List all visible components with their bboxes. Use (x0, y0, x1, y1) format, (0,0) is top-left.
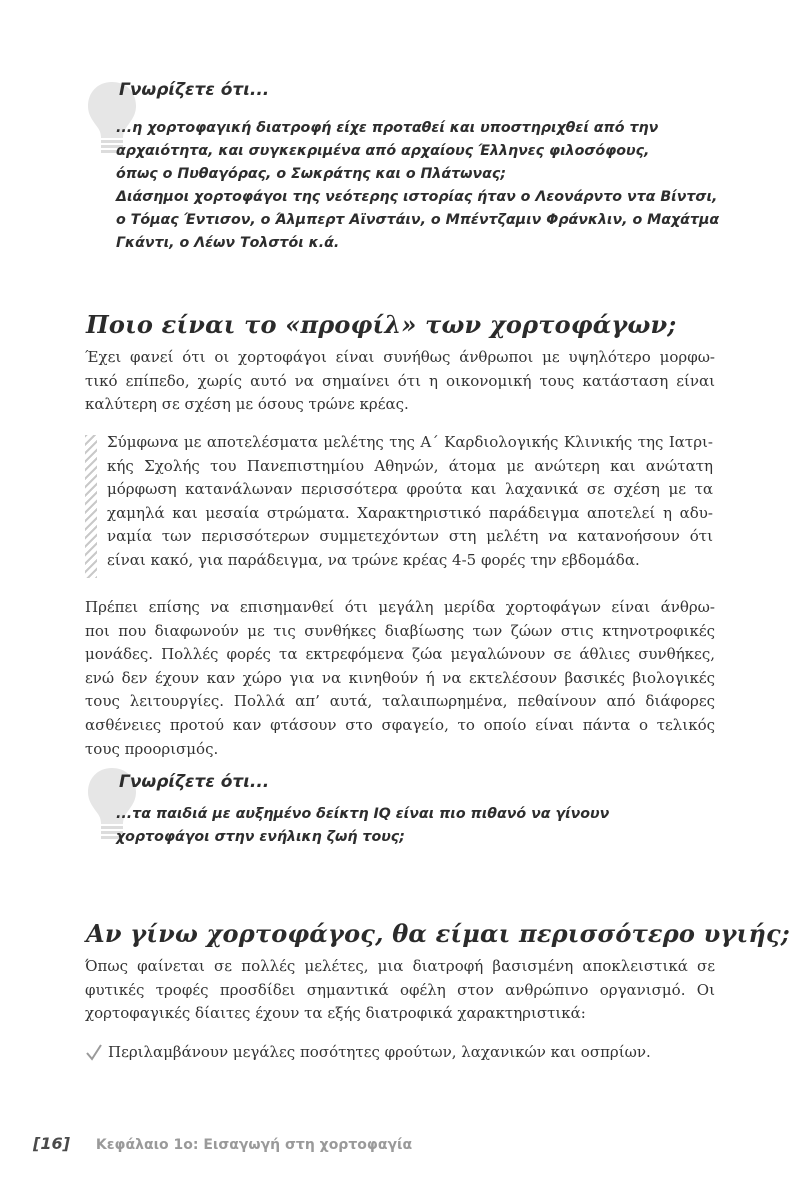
section-heading-health: Αν γίνω χορτοφάγος, θα είμαι περισσότερο υγιής; (86, 919, 790, 948)
chapter-title: Κεφάλαιο 1ο: Εισαγωγή στη χορτοφαγία (95, 1137, 413, 1153)
tip-line: Γκάντι, ο Λέων Τολστόι κ.ά. (116, 235, 340, 251)
checkmark-icon (86, 1043, 102, 1061)
text-line: Πρέπει επίσης να επισημανθεί ότι μεγάλη μερίδα χορτοφάγων είναι άνθρω- (85, 598, 715, 616)
text-line: τους λειτουργίες. Πολλά απ’ αυτά, ταλαιπωρημένα, πεθαίνουν από διάφορες (85, 692, 715, 711)
tip-line: ...η χορτοφαγική διατροφή είχε προταθεί και υποστηριχθεί από την (116, 120, 659, 136)
text-line: ενώ δεν έχουν καν χώρο για να κινηθούν ή να εκτελέσουν βασικές βιολογικές (85, 668, 715, 687)
text-line: τικό επίπεδο, χωρίς αυτό να σημαίνει ότι η οικονομική τους κατάσταση είναι (85, 371, 715, 390)
text-line: κής Σχολής του Πανεπιστημίου Αθηνών, άτομα με ανώτερη και ανώτατη (107, 456, 713, 475)
quote-text (107, 431, 713, 573)
text-line: Έχει φανεί ότι οι χορτοφάγοι είναι συνήθως άνθρωποι με υψηλότερο μορφω- (85, 348, 715, 366)
list-item-text: Περιλαμβάνουν μεγάλες ποσότητες φρούτων, λαχανικών και οσπρίων. (108, 1043, 651, 1061)
text-line: ναμία των περισσότερων συμμετεχόντων στη μελέτη να κατανοήσουν ότι (107, 527, 713, 546)
tip-line: όπως ο Πυθαγόρας, ο Σωκράτης και ο Πλάτωνας; (116, 166, 506, 182)
paragraph (85, 955, 715, 1026)
section-heading-profile: Ποιο είναι το «προφίλ» των χορτοφάγων; (86, 310, 677, 339)
text-line: φυτικές τροφές προσδίδει σημαντικά οφέλη στον ανθρώπινο οργανισμό. Οι (85, 980, 715, 999)
text-line: τους προορισμός. (85, 739, 219, 758)
text-line: ποι που διαφωνούν με τις συνθήκες διαβίωσης των ζώων στις κτηνοτροφικές (85, 621, 715, 640)
text-line: ασθένειες προτού καν φτάσουν στο σφαγείο, το οποίο είναι πάντα ο τελικός (85, 715, 715, 734)
tip-body (116, 803, 609, 849)
tip-line: χορτοφάγοι στην ενήλικη ζωή τους; (116, 829, 405, 845)
tip-line: Διάσημοι χορτοφάγοι της νεότερης ιστορίας ήταν ο Λεονάρντο ντα Βίντσι, (116, 189, 718, 205)
text-line: χαμηλά και μεσαία στρώματα. Χαρακτηριστικό παράδειγμα αποτελεί η αδυ- (107, 503, 713, 522)
text-line: Σύμφωνα με αποτελέσματα μελέτης της Α΄ Καρδιολογικής Κλινικής της Ιατρι- (107, 433, 713, 451)
tip-title: Γνωρίζετε ότι... (119, 80, 270, 100)
tip-line: ο Τόμας Έντισον, ο Άλμπερτ Αϊνστάιν, ο Μπέντζαμιν Φράνκλιν, ο Μαχάτμα (116, 212, 720, 228)
text-line: Όπως φαίνεται σε πολλές μελέτες, μια διατροφή βασισμένη αποκλειστικά σε (85, 957, 715, 975)
text-line: καλύτερη σε σχέση με όσους τρώνε κρέας. (85, 395, 409, 414)
quote-marker (85, 435, 97, 578)
paragraph (85, 346, 715, 417)
tip-body (116, 117, 719, 255)
page-number: [16] (33, 1134, 70, 1153)
page-footer (33, 1134, 412, 1154)
tip-line: αρχαιότητα, και συγκεκριμένα από αρχαίους Έλληνες φιλοσόφους, (116, 143, 650, 159)
paragraph (85, 596, 715, 761)
text-line: χορτοφαγικές δίαιτες έχουν τα εξής διατροφικά χαρακτηριστικά: (85, 1004, 586, 1023)
text-line: μόρφωση κατανάλωναν περισσότερα φρούτα και λαχανικά σε σχέση με τα (107, 480, 713, 499)
tip-title: Γνωρίζετε ότι... (119, 772, 270, 792)
text-line: μονάδες. Πολλές φορές τα εκτρεφόμενα ζώα μεγαλώνουν σε άθλιες συνθήκες, (85, 645, 715, 664)
text-line: είναι κακό, για παράδειγμα, να τρώνε κρέας 4-5 φορές την εβδομάδα. (107, 550, 640, 569)
tip-line: ...τα παιδιά με αυξημένο δείκτη IQ είναι πιο πιθανό να γίνουν (116, 806, 610, 822)
